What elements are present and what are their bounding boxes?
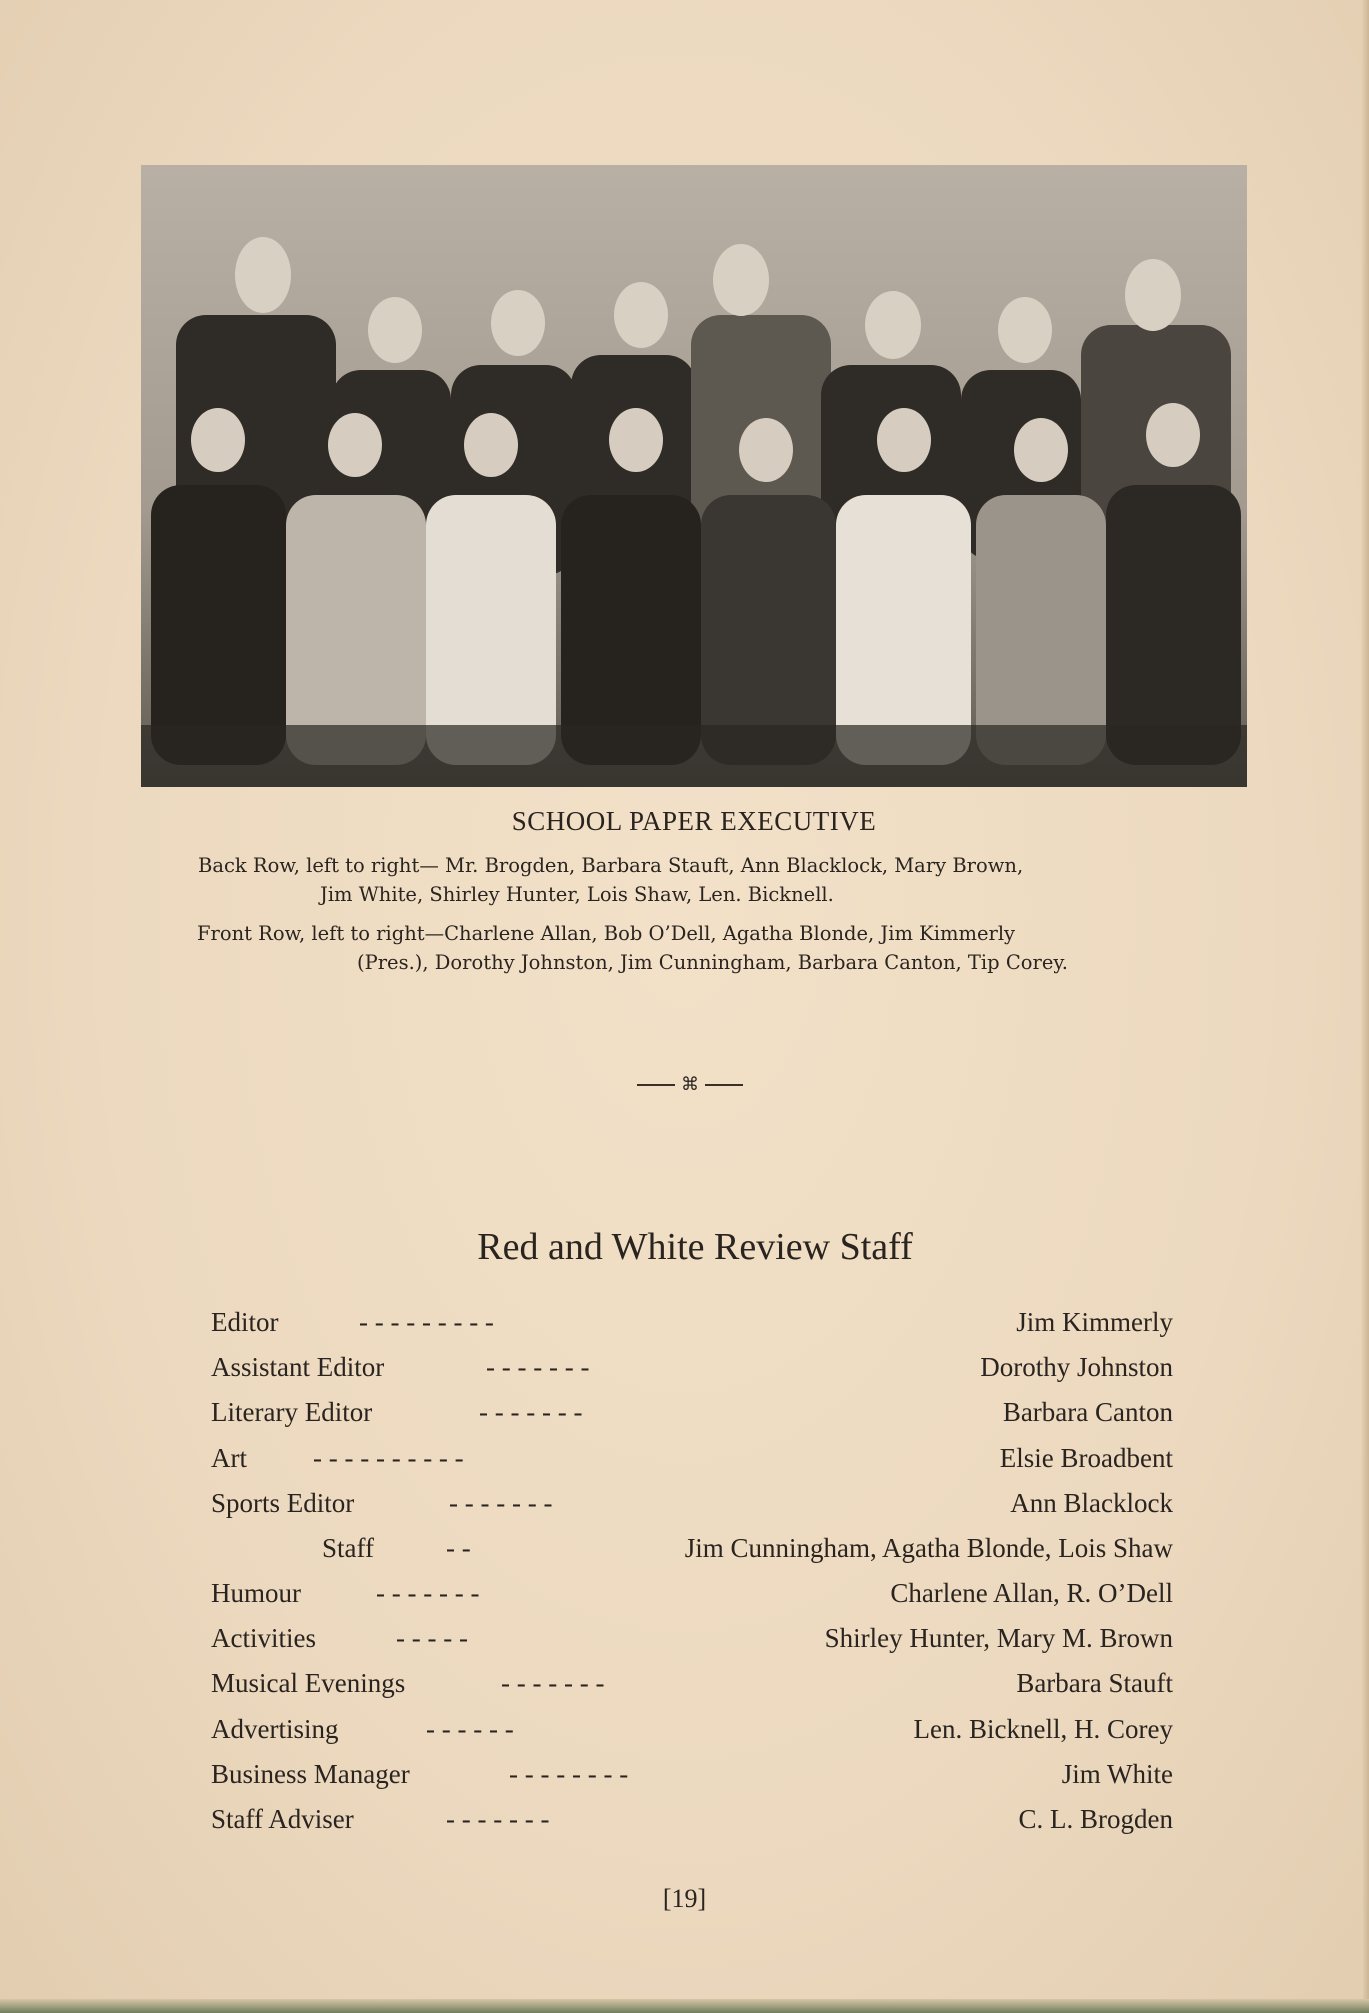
staff-leader: - - - - - bbox=[396, 1623, 468, 1653]
staff-row-sports-staff bbox=[211, 1533, 1173, 1573]
staff-row-literary-editor bbox=[211, 1397, 1173, 1437]
staff-name: Barbara Stauft bbox=[1016, 1668, 1173, 1698]
staff-role: Editor bbox=[211, 1307, 279, 1337]
back-row-caption-line-2: Jim White, Shirley Hunter, Lois Shaw, Len. Bicknell. bbox=[320, 883, 834, 906]
staff-name: Barbara Canton bbox=[1002, 1397, 1173, 1427]
staff-name: Shirley Hunter, Mary M. Brown bbox=[824, 1623, 1173, 1653]
staff-role: Assistant Editor bbox=[211, 1352, 385, 1382]
staff-row-business-manager bbox=[211, 1759, 1173, 1799]
staff-row-sports-editor bbox=[211, 1488, 1173, 1528]
staff-name: Jim Kimmerly bbox=[1016, 1307, 1173, 1337]
staff-leader: - - bbox=[446, 1533, 471, 1563]
staff-heading: Red and White Review Staff bbox=[477, 1226, 913, 1268]
back-row-caption-line-1: Back Row, left to right— Mr. Brogden, Barbara Stauft, Ann Blacklock, Mary Brown, bbox=[198, 854, 1024, 877]
staff-role: Literary Editor bbox=[211, 1397, 373, 1427]
staff-name: Len. Bicknell, H. Corey bbox=[913, 1714, 1173, 1744]
staff-row-staff-adviser bbox=[211, 1804, 1173, 1844]
staff-row-assistant-editor bbox=[211, 1352, 1173, 1392]
staff-row-advertising bbox=[211, 1714, 1173, 1754]
staff-name: Elsie Broadbent bbox=[999, 1443, 1173, 1473]
staff-row-activities bbox=[211, 1623, 1173, 1663]
page-right-edge bbox=[1361, 0, 1369, 2013]
staff-role: Staff bbox=[322, 1533, 374, 1563]
page-bottom-edge bbox=[0, 1999, 1369, 2013]
staff-leader: - - - - - - - - - - bbox=[313, 1443, 464, 1473]
staff-name: Jim White bbox=[1061, 1759, 1173, 1789]
staff-name: Ann Blacklock bbox=[1010, 1488, 1173, 1518]
section-divider bbox=[635, 1076, 745, 1094]
staff-row-art bbox=[211, 1443, 1173, 1483]
staff-leader: - - - - - - - - - bbox=[359, 1307, 494, 1337]
staff-role: Business Manager bbox=[211, 1759, 410, 1789]
group-photo-illustration bbox=[141, 165, 1247, 787]
staff-name: Dorothy Johnston bbox=[980, 1352, 1173, 1382]
staff-role: Musical Evenings bbox=[211, 1668, 406, 1698]
front-row-caption-line-2: (Pres.), Dorothy Johnston, Jim Cunningham, Barbara Canton, Tip Corey. bbox=[357, 951, 1068, 974]
staff-leader: - - - - - - - - bbox=[509, 1759, 629, 1789]
staff-role: Staff Adviser bbox=[211, 1804, 354, 1834]
staff-role: Humour bbox=[211, 1578, 301, 1608]
photo-caption-title: SCHOOL PAPER EXECUTIVE bbox=[511, 806, 877, 836]
staff-role: Activities bbox=[211, 1623, 316, 1653]
staff-leader: - - - - - - - bbox=[449, 1488, 553, 1518]
staff-row-editor bbox=[211, 1307, 1173, 1347]
staff-leader: - - - - - - bbox=[426, 1714, 514, 1744]
staff-name: C. L. Brogden bbox=[1018, 1804, 1173, 1834]
staff-leader: - - - - - - - bbox=[501, 1668, 605, 1698]
staff-role: Sports Editor bbox=[211, 1488, 355, 1518]
staff-row-musical-evenings bbox=[211, 1668, 1173, 1708]
group-photo bbox=[141, 165, 1247, 787]
staff-role: Art bbox=[211, 1443, 247, 1473]
divider-rule-left bbox=[637, 1084, 675, 1086]
staff-role: Advertising bbox=[211, 1714, 339, 1744]
staff-leader: - - - - - - - bbox=[486, 1352, 590, 1382]
staff-name: Charlene Allan, R. O’Dell bbox=[890, 1578, 1173, 1608]
divider-rule-right bbox=[705, 1084, 743, 1086]
staff-leader: - - - - - - - bbox=[376, 1578, 480, 1608]
page-number: [19] bbox=[662, 1884, 707, 1913]
staff-row-humour bbox=[211, 1578, 1173, 1618]
divider-ornament-icon: ⌘ bbox=[681, 1074, 699, 1095]
staff-name: Jim Cunningham, Agatha Blonde, Lois Shaw bbox=[684, 1533, 1173, 1563]
front-row-caption-line-1: Front Row, left to right—Charlene Allan, Bob O’Dell, Agatha Blonde, Jim Kimmerly bbox=[197, 922, 1016, 945]
staff-leader: - - - - - - - bbox=[479, 1397, 583, 1427]
staff-leader: - - - - - - - bbox=[446, 1804, 550, 1834]
